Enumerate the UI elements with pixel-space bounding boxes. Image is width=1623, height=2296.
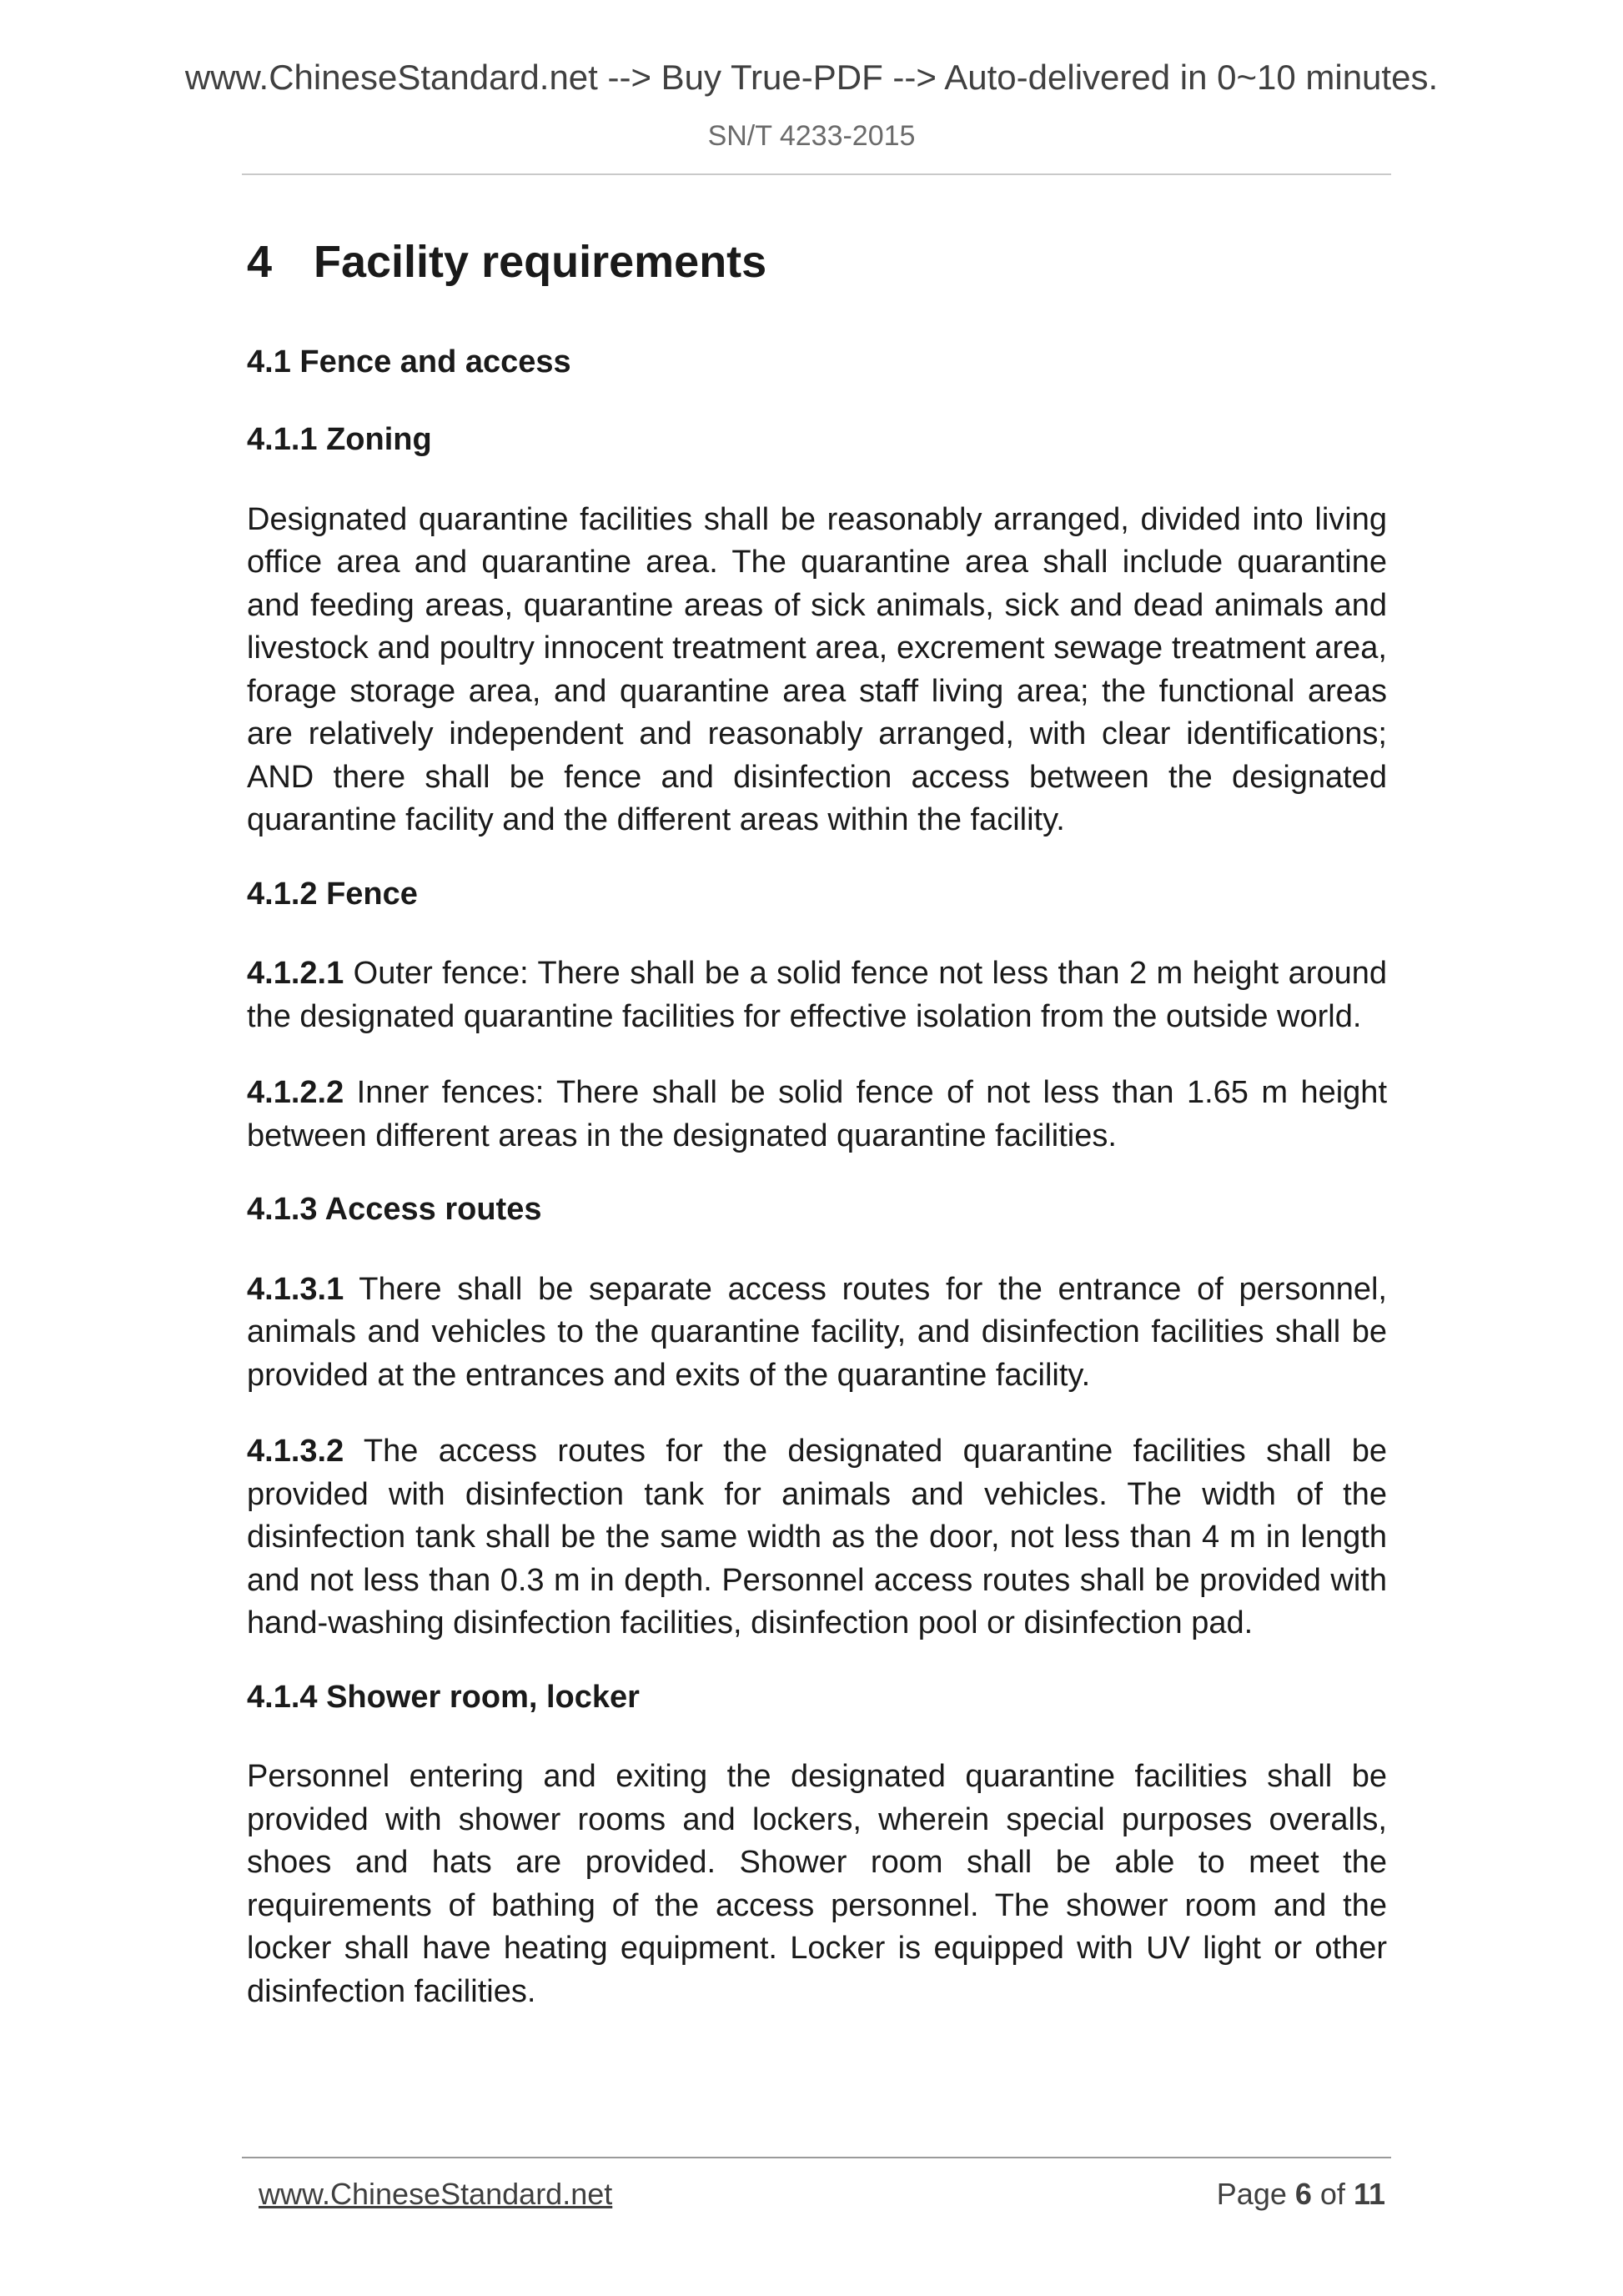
header-banner: www.ChineseStandard.net --> Buy True-PDF --> Auto-delivered in 0~10 minutes. (184, 58, 1439, 97)
clause-number: 4.1.2.2 (247, 1075, 344, 1111)
section-title: Facility requirements (314, 237, 767, 287)
clause-text: There shall be separate access routes for the entrance of personnel, animals and vehicles to the quarantine facility, and disinfection facilities shall be provided at the entrances and exits of the quarantine facility. (247, 1271, 1387, 1393)
paragraph-shower-room: Personnel entering and exiting the designated quarantine facilities shall be provided with shower rooms and lockers, wherein special purposes overalls, shoes and hats are provided. Shower room shall be able to meet the requirements of bathing of the access personnel. The shower room and the locker shall have heating equipment. Locker is equipped with UV light or other disinfection facilities. (247, 1759, 1387, 2009)
heading-4-1-2: 4.1.2 Fence (247, 876, 418, 912)
section-number: 4 (247, 237, 273, 287)
header-divider (242, 173, 1391, 175)
document-body (247, 238, 1387, 2047)
clause-text: The access routes for the designated quarantine facilities shall be provided with disinfection tank for animals and vehicles. The width of the disinfection tank shall be the same width as the door, not less than 4 m in length and not less than 0.3 m in depth. Personnel access routes shall be provided with hand-washing disinfection facilities, disinfection pool or disinfection pad. (247, 1434, 1387, 1641)
heading-4-1-1: 4.1.1 Zoning (247, 421, 432, 457)
paragraph-4-1-2-2 (247, 1072, 1387, 1158)
paragraph-zoning: Designated quarantine facilities shall be reasonably arranged, divided into living office area and quarantine area. The quarantine area shall include quarantine and feeding areas, quarantine areas of sick animals, sick and dead animals and livestock and poultry innocent treatment area, excrement sewage treatment area, forage storage area, and quarantine area staff living area; the functional areas are relatively independent and reasonably arranged, with clear identifications; AND there shall be fence and disinfection access between the designated quarantine facility and the different areas within the facility. (247, 501, 1387, 838)
paragraph-4-1-2-1 (247, 952, 1387, 1038)
clause-text: Inner fences: There shall be solid fence of not less than 1.65 m height between different areas in the designated quarantine facilities. (247, 1075, 1387, 1153)
clause-number: 4.1.3.2 (247, 1434, 344, 1470)
footer-divider (242, 2157, 1391, 2158)
page-indicator (1217, 2179, 1385, 2209)
total-pages: 11 (1353, 2177, 1385, 2211)
heading-4-1: 4.1 Fence and access (247, 344, 571, 380)
paragraph-4-1-3-2 (247, 1430, 1387, 1645)
paragraph-4-1-3-1 (247, 1269, 1387, 1398)
heading-4-1-3: 4.1.3 Access routes (247, 1192, 542, 1228)
standard-code: SN/T 4233-2015 (707, 120, 916, 152)
heading-4-1-4: 4.1.4 Shower room, locker (247, 1679, 640, 1715)
current-page-number: 6 (1294, 2177, 1312, 2211)
clause-number: 4.1.3.1 (247, 1271, 344, 1307)
page-of: of (1311, 2177, 1354, 2211)
clause-number: 4.1.2.1 (247, 956, 344, 992)
clause-text: Outer fence: There shall be a solid fence not less than 2 m height around the designated quarantine facilities for effective isolation from the outside world. (247, 956, 1387, 1034)
section-heading (247, 238, 1387, 287)
footer-website-link[interactable]: www.ChineseStandard.net (259, 2177, 613, 2211)
page-prefix: Page (1216, 2177, 1295, 2211)
